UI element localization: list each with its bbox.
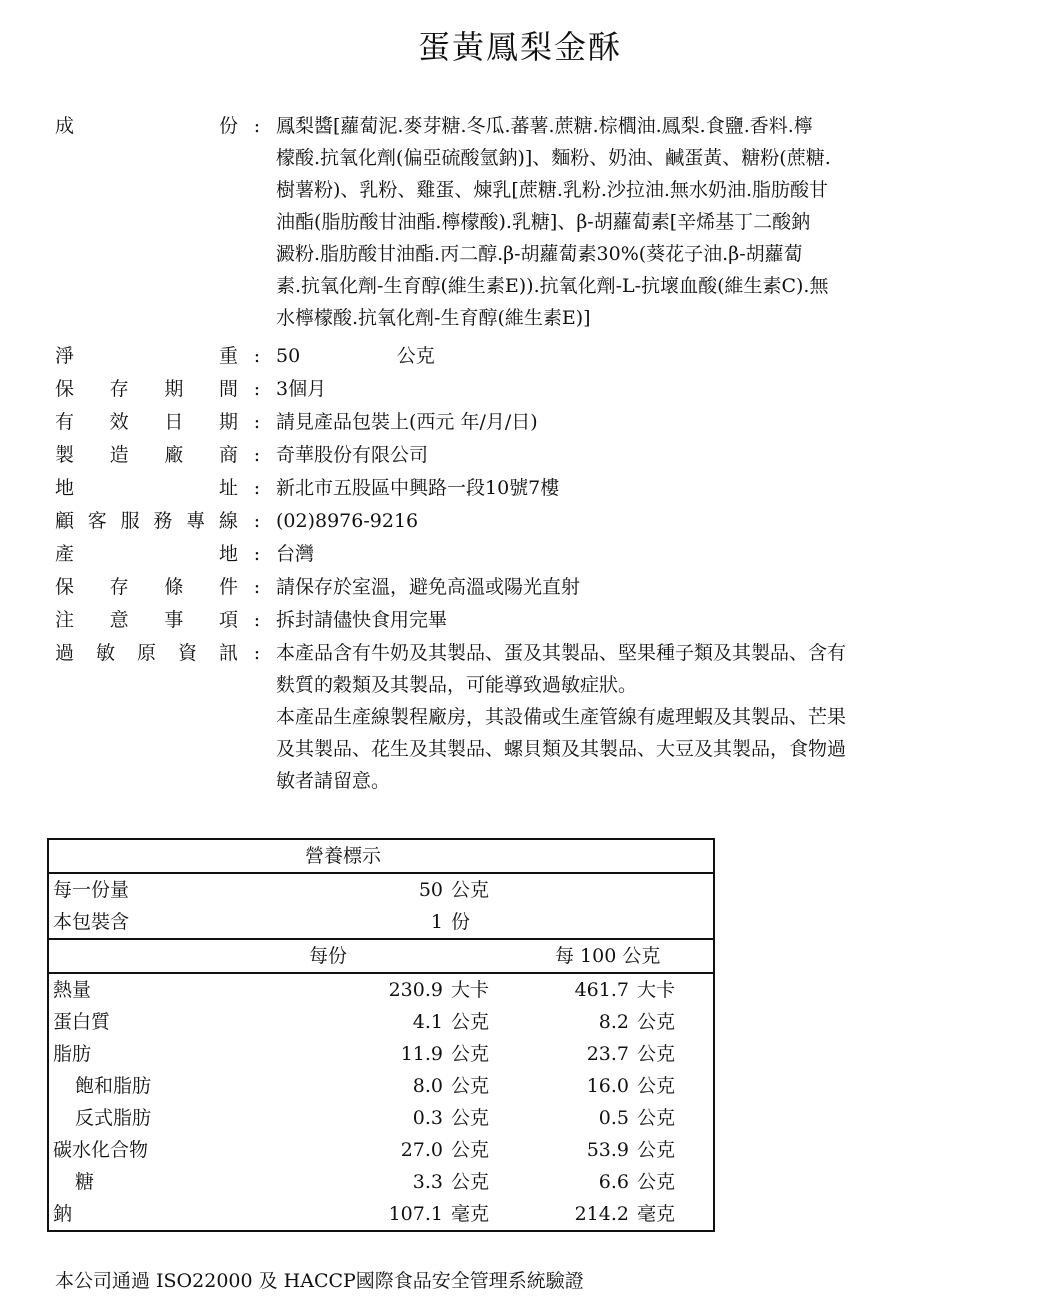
field-row [55,406,986,438]
field-value: 拆封請儘快食用完畢 [276,609,448,631]
per-serving-value: 0.3 [412,1107,443,1129]
nutrient-name: 飽和脂肪 [75,1075,152,1097]
per-100g-value: 53.9 [586,1139,629,1161]
nutrition-row [48,1198,714,1231]
per-serving-value: 230.9 [388,979,443,1001]
per-serving-value: 8.0 [412,1075,443,1097]
per-serving-value: 11.9 [400,1043,443,1065]
ingredients-line: 鳳梨醬[蘿蔔泥.麥芽糖.冬瓜.蕃薯.蔗糖.棕櫚油.鳳梨.食鹽.香料.檸 [276,115,813,137]
colon: : [253,609,261,631]
field-value: 奇華股份有限公司 [276,444,429,466]
colon: : [253,345,261,367]
ingredients-line: 油酯(脂肪酸甘油酯.檸檬酸).乳糖]、β-胡蘿蔔素[辛烯基丁二酸鈉 [276,211,811,233]
field-row [55,538,986,570]
ingredients-row [55,110,986,334]
per-100g-unit: 大卡 [637,979,676,1001]
per-serving-unit: 公克 [451,1139,490,1161]
field-label: 地址 [55,477,238,499]
per-serving-value: 3.3 [412,1171,443,1193]
colon: : [253,444,261,466]
per-100g-value: 8.2 [598,1011,629,1033]
nutrient-name: 碳水化合物 [53,1139,149,1161]
pack-value: 1 [279,906,447,939]
colon: : [253,510,261,532]
per-serving-value: 107.1 [388,1203,443,1225]
field-value: 台灣 [276,543,315,565]
nutrition-row [48,1102,714,1134]
col-per-100g: 每 100 公克 [525,939,714,973]
field-value: 新北市五股區中興路一段10號7樓 [276,477,560,499]
field-row [55,373,986,405]
per-serving-unit: 公克 [451,1043,490,1065]
allergen-row [55,637,986,797]
ingredients-value [276,110,986,334]
per-100g-unit: 公克 [637,1171,676,1193]
per-serving-unit: 公克 [451,1107,490,1129]
per-100g-unit: 公克 [637,1139,676,1161]
nutrition-row [48,1134,714,1166]
per-serving-value: 27.0 [400,1139,443,1161]
ingredients-line: 樹薯粉)、乳粉、雞蛋、煉乳[蔗糖.乳粉.沙拉油.無水奶油.脂肪酸甘 [276,179,828,201]
field-value: 請保存於室溫，避免高溫或陽光直射 [276,576,581,598]
nutrition-row [48,1006,714,1038]
per-100g-unit: 公克 [637,1011,676,1033]
colon: : [253,378,261,400]
field-row [55,340,986,372]
allergen-value [276,637,986,797]
nutrient-name: 熱量 [53,979,92,1001]
col-per-serving: 每份 [279,939,525,973]
field-value: (02)8976-9216 [276,510,419,532]
per-100g-value: 214.2 [574,1203,629,1225]
per-100g-value: 461.7 [574,979,629,1001]
certification-note: 本公司通過 ISO22000 及 HACCP國際食品安全管理系統驗證 [55,1270,584,1292]
nutrient-name: 脂肪 [53,1043,92,1065]
per-100g-value: 16.0 [586,1075,629,1097]
nutrient-name: 反式脂肪 [75,1107,152,1129]
nutrition-row [48,1038,714,1070]
nutrient-name: 糖 [75,1171,95,1193]
field-row [55,505,986,537]
per-100g-unit: 公克 [637,1107,676,1129]
per-serving-unit: 公克 [451,1171,490,1193]
nutrition-row [48,1070,714,1102]
per-100g-value: 0.5 [598,1107,629,1129]
colon: : [253,115,261,137]
field-label: 保存條件 [55,576,238,598]
per-serving-unit: 公克 [451,1011,490,1033]
product-title: 蛋黃鳳梨金酥 [417,28,622,66]
ingredients-label: 成份 [55,115,238,137]
field-label: 製造廠商 [55,444,238,466]
per-100g-unit: 毫克 [637,1203,676,1225]
allergen-line: 敏者請留意。 [276,770,391,792]
field-label: 產地 [55,543,238,565]
field-label: 注意事項 [55,609,238,631]
nutrient-name: 蛋白質 [53,1011,111,1033]
ingredients-line: 水檸檬酸.抗氧化劑-生育醇(維生素E)] [276,307,591,329]
field-row [55,571,986,603]
field-label: 有效日期 [55,411,238,433]
serving-value: 50 [418,879,443,901]
ingredients-line: 澱粉.脂肪酸甘油酯.丙二醇.β-胡蘿蔔素30%(葵花子油.β-胡蘿蔔 [276,243,803,265]
allergen-line: 及其製品、花生及其製品、螺貝類及其製品、大豆及其製品，食物過 [276,738,847,760]
field-row [55,604,986,636]
per-100g-unit: 公克 [637,1075,676,1097]
colon: : [253,543,261,565]
allergen-line: 本產品生產線製程廠房，其設備或生產管線有處理蝦及其製品、芒果 [276,706,847,728]
allergen-label: 過敏原資訊 [55,642,238,664]
nutrition-row [48,973,714,1006]
field-label: 淨重 [55,345,238,367]
per-serving-unit: 毫克 [451,1203,490,1225]
field-label: 保存期間 [55,378,238,400]
ingredients-line: 素.抗氧化劑-生育醇(維生素E)).抗氧化劑-L-抗壞血酸(維生素C).無 [276,275,829,297]
per-serving-unit: 公克 [451,1075,490,1097]
field-row [55,439,986,471]
nutrition-table [47,838,715,1232]
per-100g-value: 6.6 [598,1171,629,1193]
ingredients-line: 檬酸.抗氧化劑(偏亞硫酸氫鈉)]、麵粉、奶油、鹹蛋黃、糖粉(蔗糖. [276,147,831,169]
field-value: 請見產品包裝上(西元 年/月/日) [276,411,538,433]
field-value: 50 公克 [276,345,435,367]
colon: : [253,576,261,598]
per-100g-value: 23.7 [586,1043,629,1065]
per-serving-value: 4.1 [412,1011,443,1033]
field-label: 顧客服務專線 [55,510,238,532]
colon: : [253,411,261,433]
field-value: 3個月 [276,378,327,400]
nutrition-title: 營養標示 [48,839,714,873]
nutrition-row [48,1166,714,1198]
allergen-line: 本產品含有牛奶及其製品、蛋及其製品、堅果種子類及其製品、含有 [276,642,847,664]
colon: : [253,642,261,664]
per-serving-unit: 大卡 [451,979,490,1001]
allergen-line: 麩質的穀類及其製品，可能導致過敏症狀。 [276,674,638,696]
pack-unit: 份 [447,906,525,939]
field-row [55,472,986,504]
colon: : [253,477,261,499]
serving-unit: 公克 [451,879,490,901]
per-100g-unit: 公克 [637,1043,676,1065]
nutrient-name: 鈉 [53,1203,73,1225]
serving-label: 每一份量 [53,879,130,901]
pack-label: 本包裝含 [48,906,279,939]
